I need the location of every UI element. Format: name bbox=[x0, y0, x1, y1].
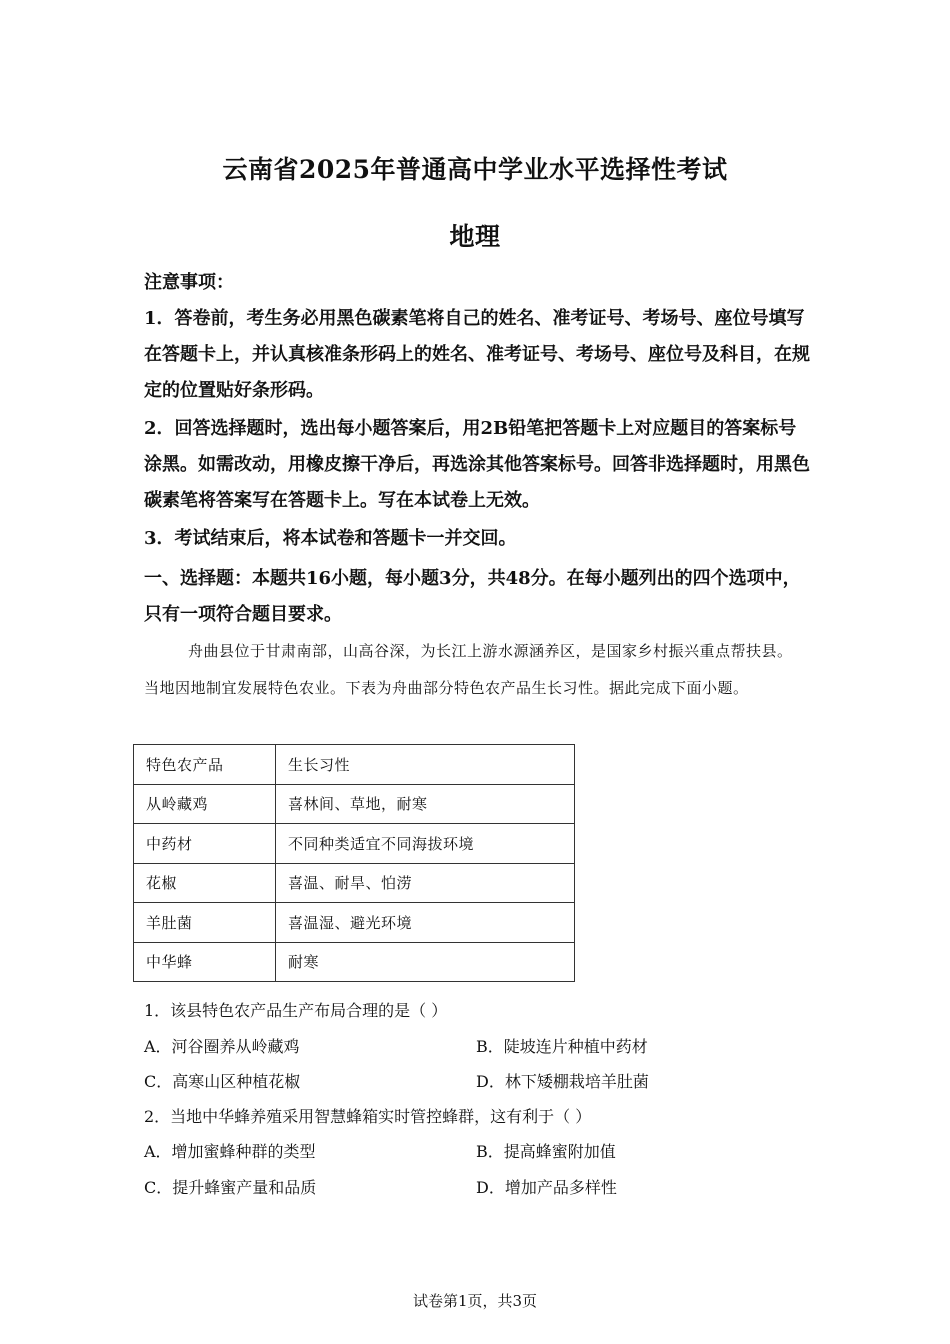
question-2-option-d: D．增加产品多样性 bbox=[476, 1178, 617, 1197]
question-2-stem: 2．当地中华蜂养殖采用智慧蜂箱实时管控蜂群，这有利于（ ） bbox=[144, 1107, 592, 1126]
table-cell-trait: 喜林间、草地，耐寒 bbox=[276, 784, 575, 824]
table-cell-trait: 不同种类适宜不同海拔环境 bbox=[276, 824, 575, 864]
question-1-option-a: A．河谷圈养从岭藏鸡 bbox=[144, 1037, 300, 1056]
question-2-option-c: C．提升蜂蜜产量和品质 bbox=[144, 1178, 317, 1197]
question-1-stem: 1．该县特色农产品生产布局合理的是（ ） bbox=[144, 1001, 448, 1020]
section-heading: 一、选择题：本题共16小题，每小题3分，共48分。在每小题列出的四个选项中，只有一项符合题目要求。 bbox=[144, 568, 801, 625]
table-cell-product: 花椒 bbox=[134, 863, 276, 903]
question-2-option-a: A．增加蜜蜂种群的类型 bbox=[144, 1142, 316, 1161]
question-1-option-b: B．陡坡连片种植中药材 bbox=[476, 1037, 648, 1056]
notice-item-3: 3．考试结束后，将本试卷和答题卡一并交回。 bbox=[144, 528, 517, 549]
table-row bbox=[134, 903, 575, 943]
notice-item-2: 2．回答选择题时，选出每小题答案后，用2B铅笔把答题卡上对应题目的答案标号涂黑。如需改动，用橡皮擦干净后，再选涂其他答案标号。回答非选择题时，用黑色碳素笔将答案写在答题卡上。写在本试卷上无效。 bbox=[144, 418, 810, 511]
table-row bbox=[134, 863, 575, 903]
reading-passage: 舟曲县位于甘肃南部，山高谷深，为长江上游水源涵养区，是国家乡村振兴重点帮扶县。当地因地制宜发展特色农业。下表为舟曲部分特色农产品生长习性。据此完成下面小题。 bbox=[144, 642, 793, 697]
table-header-cell: 特色农产品 bbox=[134, 745, 276, 785]
product-traits-table bbox=[133, 744, 575, 982]
table-header-cell: 生长习性 bbox=[276, 745, 575, 785]
table-cell-product: 从岭藏鸡 bbox=[134, 784, 276, 824]
table-cell-trait: 耐寒 bbox=[276, 942, 575, 982]
notice-item-1: 1．答卷前，考生务必用黑色碳素笔将自己的姓名、准考证号、考场号、座位号填写在答题卡上，并认真核准条形码上的姓名、准考证号、考场号、座位号及科目，在规定的位置贴好条形码。 bbox=[144, 308, 810, 401]
table-header-row bbox=[134, 745, 575, 785]
table-cell-product: 羊肚菌 bbox=[134, 903, 276, 943]
table-cell-product: 中药材 bbox=[134, 824, 276, 864]
table-cell-trait: 喜温湿、避光环境 bbox=[276, 903, 575, 943]
question-1-option-d: D．林下矮棚栽培羊肚菌 bbox=[476, 1072, 649, 1091]
notice-heading: 注意事项： bbox=[144, 272, 234, 293]
table-cell-trait: 喜温、耐旱、怕涝 bbox=[276, 863, 575, 903]
question-2-option-b: B．提高蜂蜜附加值 bbox=[476, 1142, 616, 1161]
table-row bbox=[134, 942, 575, 982]
subject-title: 地理 bbox=[449, 222, 501, 251]
exam-title: 云南省2025年普通高中学业水平选择性考试 bbox=[222, 155, 728, 184]
page-footer: 试卷第1页，共3页 bbox=[412, 1292, 538, 1310]
question-1-option-c: C．高寒山区种植花椒 bbox=[144, 1072, 301, 1091]
table-row bbox=[134, 824, 575, 864]
table-cell-product: 中华蜂 bbox=[134, 942, 276, 982]
table-row bbox=[134, 784, 575, 824]
